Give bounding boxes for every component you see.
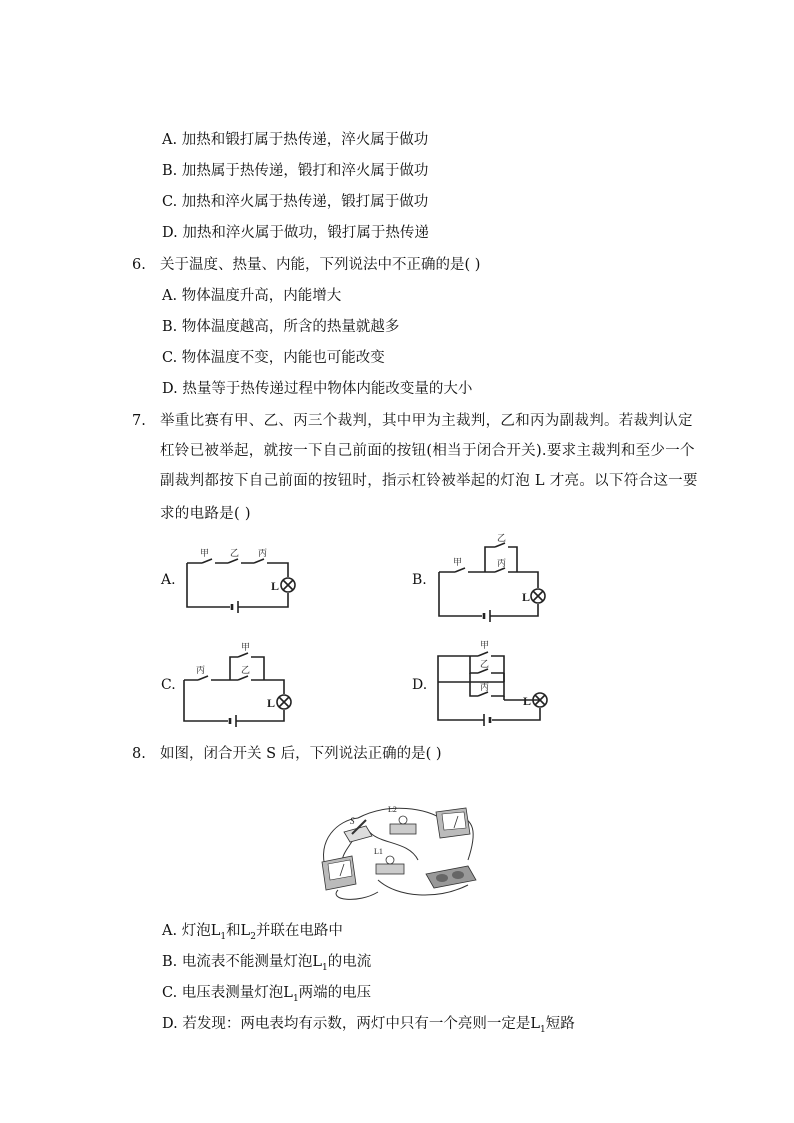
ammeter — [436, 808, 470, 838]
circuit-a-label[interactable]: A. — [161, 572, 176, 588]
lamp-l1 — [376, 856, 404, 874]
voltmeter — [322, 856, 356, 890]
circuit-b-lamp-label: L — [522, 590, 531, 604]
q8-option-a-post: 并联在电路中 — [255, 923, 343, 939]
circuit-b-switch-1: 甲 — [453, 557, 463, 567]
circuit-d-switch-1: 甲 — [480, 640, 490, 650]
q7-stem-line-4: 求的电路是( ) — [160, 506, 251, 522]
q8-option-c-sub-1: 1 — [292, 993, 299, 1004]
switch-s — [344, 820, 372, 842]
q8-stem: 如图，闭合开关 S 后，下列说法正确的是( ) — [160, 746, 442, 762]
q8-option-c-post: 两端的电压 — [298, 985, 372, 1001]
q8-option-a[interactable] — [162, 921, 343, 947]
circuit-d-label[interactable]: D. — [412, 677, 428, 693]
circuit-d-diagram — [434, 638, 554, 728]
circuit-d-switch-2: 乙 — [480, 659, 490, 669]
q8-option-d[interactable] — [162, 1014, 575, 1040]
circuit-c-switch-3: 乙 — [241, 665, 251, 675]
circuit-d-switch-3: 丙 — [480, 682, 490, 692]
q5-option-d[interactable]: D. 加热和淬火属于做功，锻打属于热传递 — [162, 225, 429, 241]
circuit-a-switch-1: 甲 — [200, 548, 210, 558]
q8-option-c-pre: C. 电压表测量灯泡L — [162, 985, 293, 1001]
q5-option-a[interactable]: A. 加热和锻打属于热传递，淬火属于做功 — [162, 132, 429, 148]
q8-option-a-sub-1: 1 — [220, 931, 227, 942]
circuit-b-switch-2: 乙 — [497, 533, 507, 543]
q7-stem-line-2: 杠铃已被举起，就按一下自己前面的按钮(相当于闭合开关).要求主裁判和至少一个 — [160, 443, 695, 459]
q8-number: 8. — [132, 746, 146, 762]
circuit-c-switch-1: 丙 — [196, 665, 206, 675]
q8-circuit-figure — [318, 800, 490, 904]
q8-option-d-pre: D. 若发现：两电表均有示数，两灯中只有一个亮则一定是L — [162, 1016, 540, 1032]
q8-option-b-sub-1: 1 — [322, 962, 328, 973]
q6-option-b[interactable]: B. 物体温度越高，所含的热量就越多 — [162, 319, 400, 335]
q6-number: 6. — [132, 257, 146, 273]
q6-option-c[interactable]: C. 物体温度不变，内能也可能改变 — [162, 350, 385, 366]
q6-option-d[interactable]: D. 热量等于热传递过程中物体内能改变量的大小 — [162, 381, 473, 397]
circuit-c-label[interactable]: C. — [161, 677, 176, 693]
q7-number: 7. — [132, 413, 146, 429]
circuit-b-label[interactable]: B. — [412, 572, 427, 588]
q8-option-a-pre: A. 灯泡L — [162, 923, 221, 939]
figure-label-s: S — [350, 816, 355, 826]
figure-label-l2: L2 — [388, 805, 397, 814]
circuit-c-switch-2: 甲 — [241, 642, 251, 652]
circuit-b-switch-3: 丙 — [497, 558, 507, 568]
circuit-a-switch-2: 乙 — [230, 548, 240, 558]
q8-option-b-pre: B. 电流表不能测量灯泡L — [162, 954, 323, 970]
q7-stem-line-3: 副裁判都按下自己前面的按钮时，指示杠铃被举起的灯泡 L 才亮。以下符合这一要 — [160, 473, 698, 489]
circuit-a-switch-3: 丙 — [258, 548, 268, 558]
q8-option-b[interactable] — [162, 952, 371, 978]
q6-option-a[interactable]: A. 物体温度升高，内能增大 — [162, 288, 342, 304]
q8-option-a-sub-2: 2 — [250, 931, 256, 942]
q6-stem: 关于温度、热量、内能，下列说法中不正确的是( ) — [160, 257, 481, 273]
circuit-c-lamp-label: L — [267, 696, 276, 710]
circuit-d-lamp-label: L — [523, 694, 532, 708]
figure-label-l1: L1 — [374, 847, 383, 856]
q8-option-a-mid: 和L — [226, 923, 251, 939]
q8-option-c[interactable] — [162, 983, 371, 1009]
circuit-a-diagram — [180, 545, 300, 615]
q8-option-b-post: 的电流 — [327, 954, 372, 970]
circuit-b-diagram — [435, 535, 555, 625]
q5-option-b[interactable]: B. 加热属于热传递，锻打和淬火属于做功 — [162, 163, 429, 179]
q8-option-d-post: 短路 — [545, 1016, 575, 1032]
q8-option-d-sub-1: 1 — [539, 1024, 546, 1035]
battery — [426, 866, 476, 888]
q7-stem-line-1: 举重比赛有甲、乙、丙三个裁判，其中甲为主裁判，乙和丙为副裁判。若裁判认定 — [160, 413, 693, 429]
q5-option-c[interactable]: C. 加热和淬火属于热传递，锻打属于做功 — [162, 194, 429, 210]
circuit-c-diagram — [178, 640, 303, 730]
lamp-l2 — [390, 816, 416, 834]
circuit-a-lamp-label: L — [271, 579, 280, 593]
